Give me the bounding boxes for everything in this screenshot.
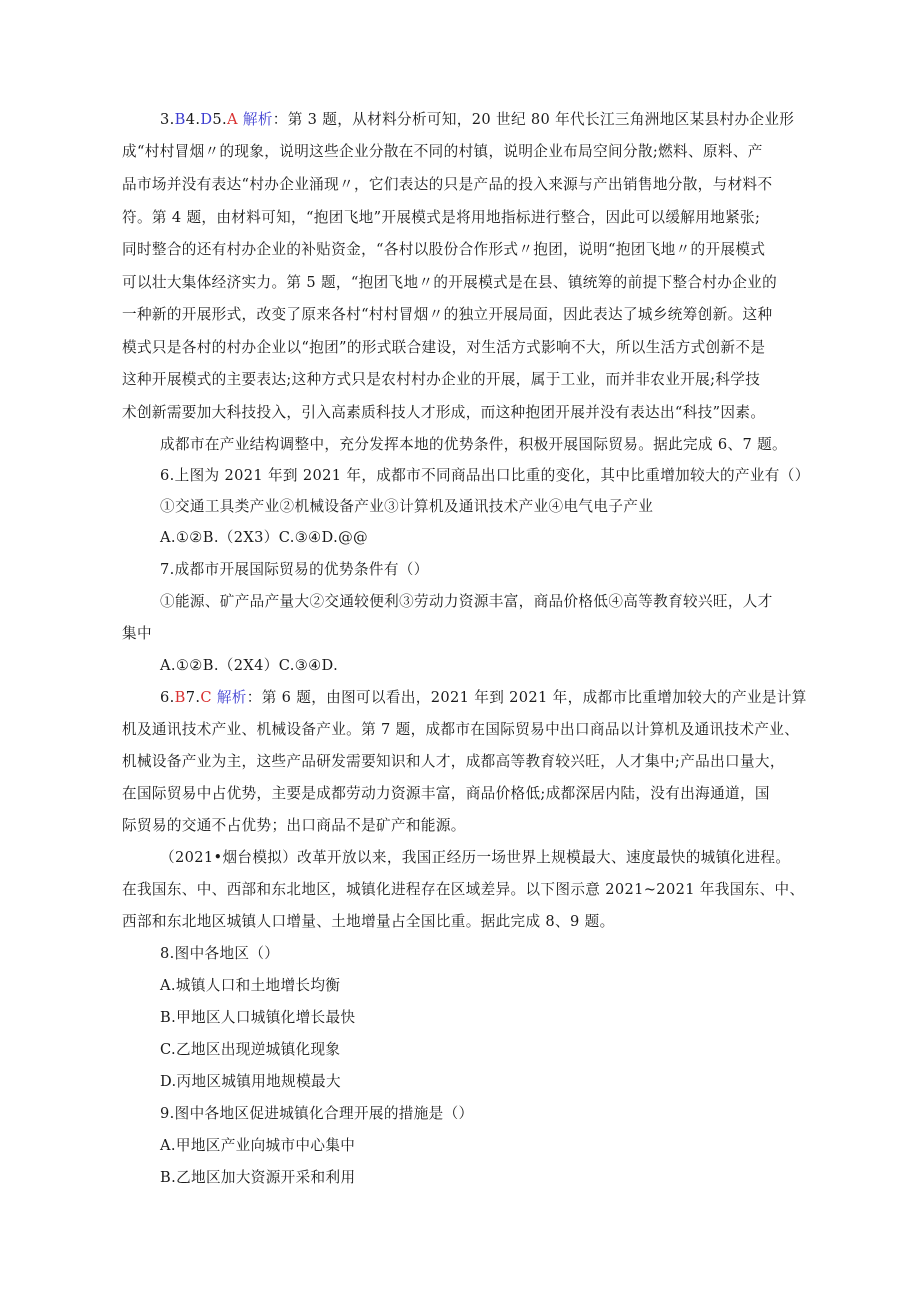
analysis-line: 品市场并没有表达“村办企业涌现〃，它们表达的只是产品的投入来源与产出销售地分散，与材料不: [122, 176, 773, 193]
q4-answer: D: [200, 111, 213, 128]
q3-number: 3.: [160, 111, 175, 128]
analysis-line: 同时整合的还有村办企业的补贴资金，“各村以股份合作形式〃抱团，说明“抱团飞地〃的开展模式: [122, 241, 766, 258]
q8-option-d: D.丙地区城镇用地规模最大: [160, 1073, 341, 1090]
answer-line-6-7: [160, 688, 840, 708]
q3-answer: B: [174, 111, 186, 128]
analysis-line: 术创新需要加大科技投入，引入高素质科技人才形成，而这种抱团开展并没有表达出“科技”因素。: [122, 404, 766, 421]
q7-items-line2: 集中: [122, 625, 152, 642]
intro-q8-q9-line2: 在我国东、中、西部和东北地区，城镇化进程存在区域差异。以下图示意 2021~2021 年我国东、中、: [122, 881, 805, 898]
intro-q6-q7: 成都市在产业结构调整中，充分发挥本地的优势条件，积极开展国际贸易。据此完成 6、7 题。: [160, 436, 788, 453]
analysis-line: 际贸易的交通不占优势；出口商品不是矿产和能源。: [122, 817, 466, 834]
analysis-line: 成“村村冒烟〃的现象，说明这些企业分散在不同的村镇，说明企业布局空间分散;燃料、原料、产: [122, 143, 763, 160]
q4-number: 4.: [185, 111, 201, 128]
answer-line-3-5: [160, 110, 840, 130]
q7-number: 7.: [185, 689, 201, 706]
q6-number: 6.: [160, 689, 175, 706]
intro-q8-q9-line1: （2021•烟台模拟）改革开放以来，我国正经历一场世界上规模最大、速度最快的城镇化进程。: [160, 849, 791, 866]
analysis-line: 机械设备产业为主，这些产品研发需要知识和人才，成都高等教育较兴旺，人才集中;产品出口量大，: [122, 753, 785, 770]
q6-stem: 6.上图为 2021 年到 2021 年，成都市不同商品出口比重的变化，其中比重增加较大的产业有（）: [160, 467, 810, 484]
q6-items: ①交通工具类产业②机械设备产业③计算机及通讯技术产业④电气电子产业: [160, 498, 654, 515]
q6-answer: B: [174, 689, 186, 706]
analysis-text-first: ：第 6 题，由图可以看出，2021 年到 2021 年，成都市比重增加较大的产业是计算: [246, 689, 807, 706]
analysis-label: 解析: [216, 689, 247, 706]
q7-answer: C: [200, 689, 212, 706]
q7-items-line1: ①能源、矿产品产量大②交通较便利③劳动力资源丰富，商品价格低④高等教育较兴旺，人才: [160, 593, 773, 610]
q7-stem: 7.成都市开展国际贸易的优势条件有（）: [160, 561, 429, 578]
intro-q8-q9-line3: 西部和东北地区城镇人口增量、土地增量占全国比重。据此完成 8、9 题。: [122, 913, 615, 930]
q8-option-b: B.甲地区人口城镇化增长最快: [160, 1009, 356, 1026]
q6-choices: A.①②B.（2X3）C.③④D.@@: [160, 529, 368, 546]
q8-option-c: C.乙地区出现逆城镇化现象: [160, 1041, 341, 1058]
analysis-line: 这种开展模式的主要表达;这种方式只是农村村办企业的开展，属于工业，而并非农业开展;科学技: [122, 371, 761, 388]
q7-choices: A.①②B.（2X4）C.③④D.: [160, 657, 339, 674]
analysis-text-first: ：第 3 题，从材料分析可知，20 世纪 80 年代长江三角洲地区某县村办企业形: [272, 111, 795, 128]
q8-option-a: A.城镇人口和土地增长均衡: [160, 977, 341, 994]
analysis-line: 符。第 4 题，由材料可知，“抱团飞地”开展模式是将用地指标进行整合，因此可以缓解用地紧张;: [122, 209, 761, 226]
analysis-line: 一种新的开展形式，改变了原来各村“村村冒烟〃的独立开展局面，因此表达了城乡统筹创新。这种: [122, 306, 773, 323]
q9-option-a: A.甲地区产业向城市中心集中: [160, 1137, 356, 1154]
q8-stem: 8.图中各地区（）: [160, 945, 280, 962]
q5-answer: A: [227, 111, 238, 128]
analysis-line: 可以壮大集体经济实力。第 5 题，“抱团飞地〃的开展模式是在县、镇统筹的前提下整合村办企业的: [122, 274, 778, 291]
q9-option-b: B.乙地区加大资源开采和利用: [160, 1169, 356, 1186]
analysis-label: 解析: [242, 111, 273, 128]
analysis-line: 在国际贸易中占优势，主要是成都劳动力资源丰富，商品价格低;成都深居内陆，没有出海通道，国: [122, 785, 770, 802]
q5-number: 5.: [212, 111, 228, 128]
analysis-line: 机及通讯技术产业、机械设备产业。第 7 题，成都市在国际贸易中出口商品以计算机及通讯技术产业、: [122, 721, 800, 738]
q9-stem: 9.图中各地区促进城镇化合理开展的措施是（）: [160, 1105, 474, 1122]
analysis-line: 模式只是各村的村办企业以“抱团”的形式联合建设，对生活方式影响不大，所以生活方式创新不是: [122, 339, 766, 356]
